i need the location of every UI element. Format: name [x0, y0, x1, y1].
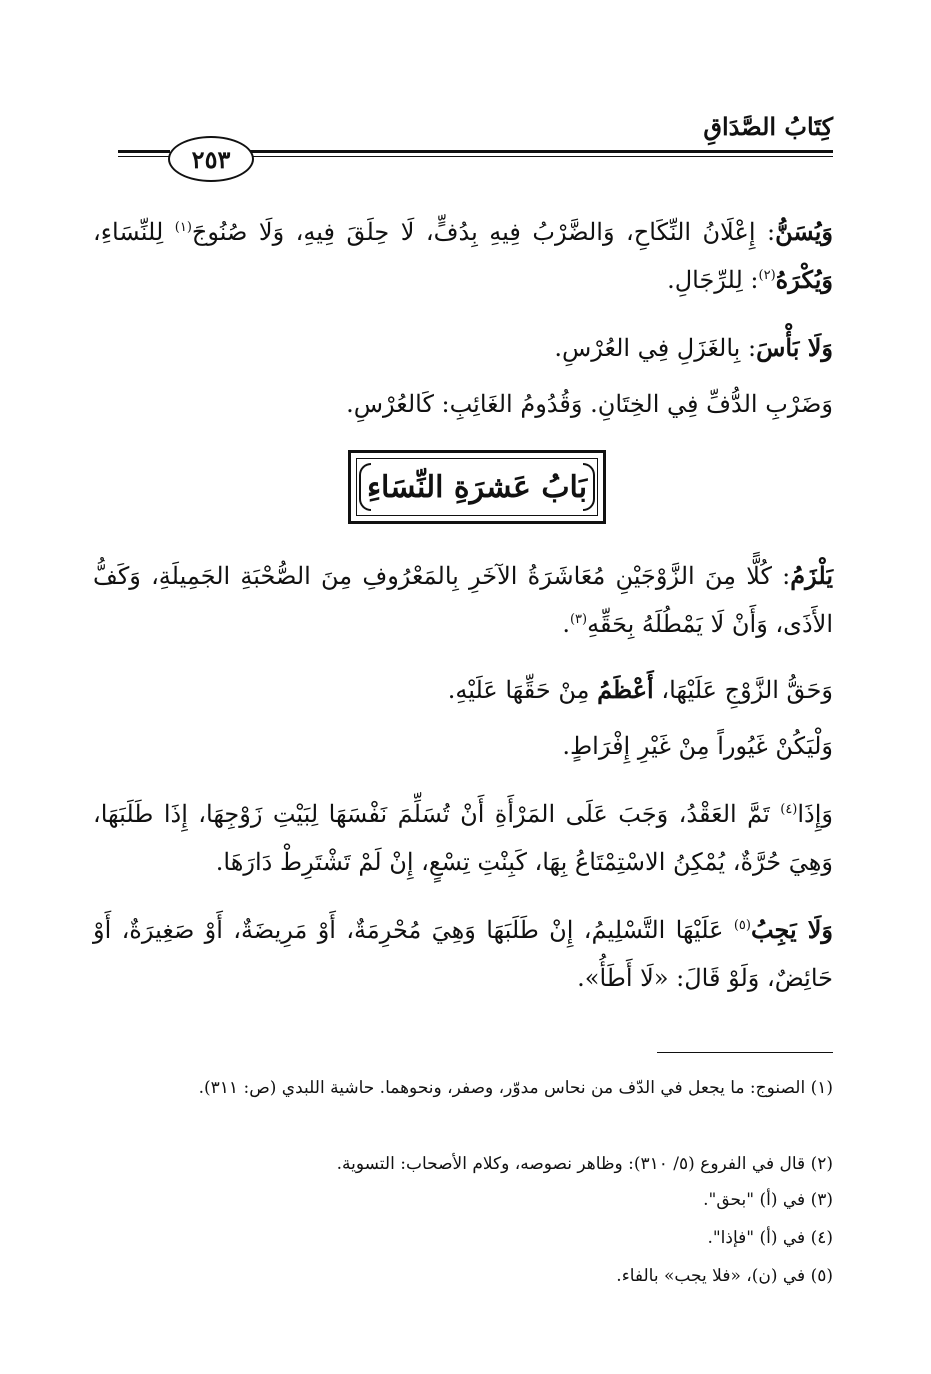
text: : إِعْلَانُ النِّكَاحِ، وَالضَّرْبُ فِيهِ بِدُفٍّ، لَا حِلَقَ فِيهِ، وَلَا صُنُوجَ: [191, 218, 776, 246]
footnote-separator: [657, 1052, 833, 1053]
chapter-heading-frame: [356, 458, 598, 516]
footnote-ref: (٥): [733, 918, 751, 933]
keyword: وَلَا بَأْسَ: [756, 333, 833, 362]
footnote-ref: (٣): [569, 612, 588, 627]
header-rule-left: [118, 150, 170, 153]
text: : بِالغَزَلِ فِي العُرْسِ.: [554, 334, 757, 362]
text: وَإِذَا: [797, 800, 833, 828]
header-rule-left-thin: [118, 156, 170, 157]
keyword: وَيُكْرَهُ: [775, 265, 833, 294]
paragraph-contract: [93, 790, 833, 886]
footnote-ref: (٢): [758, 268, 776, 283]
paragraph-obligation: [93, 552, 833, 648]
footnote-3: (٣) في (أ) "بحق".: [703, 1190, 833, 1210]
footnote-5: (٥) في (ن)، «فلا يجب» بالفاء.: [616, 1266, 833, 1286]
text: تَمَّ العَقْدُ، وَجَبَ عَلَى المَرْأَةِ أَنْ تُسَلِّمَ نَفْسَهَا لِبَيْتِ زَوْجِهَا، إِذَا طَلَبَهَا، وَهِيَ حُرَّةٌ، يُمْكِنُ الاسْتِمْتَاعُ بِهَا، كَبِنْتِ تِسْعٍ، إِنْ لَمْ تَشْتَرِطْ دَارَهَا.: [93, 800, 833, 876]
paragraph-no-harm: [93, 324, 833, 372]
paragraph-jealousy: وَلْيَكُنْ غَيُوراً مِنْ غَيْرِ إِفْرَاطٍ.: [562, 732, 833, 760]
keyword: يَلْزَمُ: [790, 561, 833, 590]
header-rule: [250, 150, 833, 153]
page-number: [168, 136, 254, 182]
paragraph-husband-right: [93, 666, 833, 714]
text: : لِلرِّجَالِ.: [667, 266, 759, 294]
paragraph-sunnah: [93, 208, 833, 304]
text: عَلَيْهَا التَّسْلِيمُ، إِنْ طَلَبَهَا وَهِيَ مُحْرِمَةٌ، أَوْ مَرِيضَةٌ، أَوْ صَغِيرَةٌ، أَوْ حَائِضٌ، وَلَوْ قَالَ: «لَا أَطَأُ».: [93, 916, 833, 992]
header-rule-thin: [250, 156, 833, 157]
footnote-2: (٢) قال في الفروع (٥/ ٣١٠): وظاهر نصوصه، وكلام الأصحاب: التسوية.: [336, 1154, 833, 1174]
page-number-text: ٢٥٣: [191, 144, 231, 174]
paragraph-not-obligatory: [93, 906, 833, 1002]
text: وَحَقُّ الزَّوْجِ عَلَيْهَا،: [653, 676, 833, 704]
footnote-1: (١) الصنوج: ما يجعل في الدّف من نحاس مدوّر، وصفر، ونحوهما. حاشية اللبدي (ص: ٣١١).: [198, 1078, 833, 1098]
footnote-4: (٤) في (أ) "فإذا".: [707, 1228, 833, 1248]
text: .: [562, 610, 570, 638]
footnote-ref: (٤): [780, 802, 798, 817]
keyword: أَعْظَمُ: [597, 675, 654, 704]
paragraph-duff: وَضَرْبِ الدُّفِّ فِي الخِتَانِ. وَقُدُومُ الغَائِبِ: كَالعُرْسِ.: [346, 390, 833, 418]
footnote-ref: (١): [174, 220, 192, 235]
running-header-title: كِتَابُ الصَّدَاقِ: [703, 112, 833, 141]
chapter-heading-box: [348, 450, 606, 524]
text: مِنْ حَقِّهَا عَلَيْهِ.: [447, 676, 598, 704]
keyword: وَلَا يَجِبُ: [750, 915, 834, 944]
keyword: وَيُسَنُّ: [775, 217, 834, 246]
text: لِلنِّسَاءِ،: [93, 218, 175, 246]
text: : كُلًّا مِنَ الزَّوْجَيْنِ مُعَاشَرَةُ الآخَرِ بِالمَعْرُوفِ مِنَ الصُّحْبَةِ الجَمِيلَةِ، وَكَفُّ الأَذَى، وَأَنْ لَا يَمْطُلَهُ بِحَقِّهِ: [93, 562, 833, 638]
chapter-title: بَابُ عَشرَةِ النِّسَاءِ: [366, 469, 588, 505]
